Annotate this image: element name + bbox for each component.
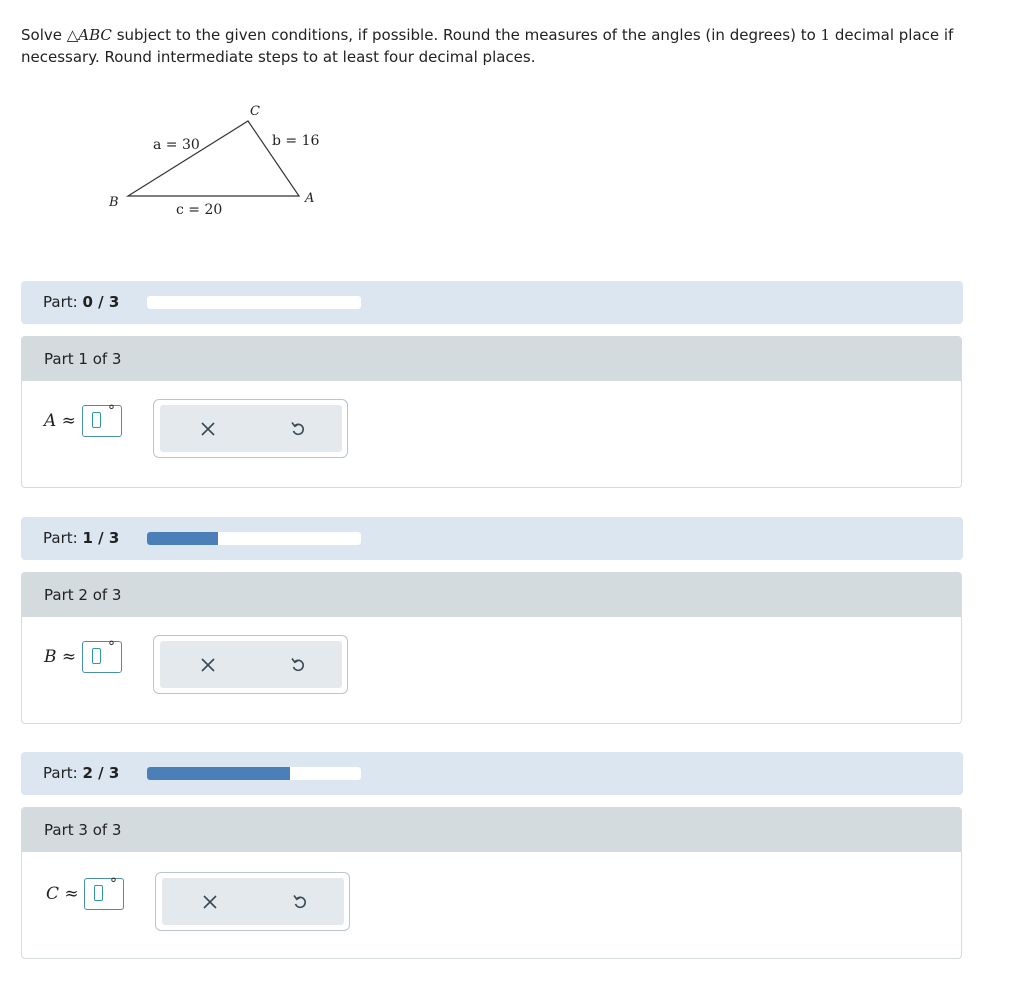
side-a-label: a = 30 — [153, 137, 200, 153]
answer-tools — [153, 635, 348, 694]
vertex-a-label: A — [305, 191, 315, 206]
input-slot[interactable] — [94, 885, 103, 901]
triangle-figure — [100, 98, 330, 228]
part-1-card — [21, 336, 962, 488]
undo-icon — [291, 893, 309, 911]
angle-a-label — [44, 411, 76, 431]
progress-prefix: Part: — [43, 529, 78, 547]
angle-b-input[interactable] — [82, 641, 122, 673]
variable-name: C — [46, 884, 60, 904]
progress-value: 1 / 3 — [82, 529, 120, 547]
close-icon — [199, 656, 217, 674]
approx-symbol: ≈ — [56, 647, 77, 667]
angle-c-label — [46, 884, 79, 904]
undo-icon — [289, 656, 307, 674]
problem-statement — [21, 24, 981, 68]
progress-label — [43, 529, 119, 547]
clear-button[interactable] — [196, 653, 220, 677]
variable-name: B — [44, 647, 57, 667]
progress-track — [147, 532, 361, 545]
progress-value: 2 / 3 — [82, 764, 120, 782]
angle-b-label — [44, 647, 76, 667]
progress-fill — [147, 767, 290, 780]
prompt-decimal-count: 1 — [820, 26, 831, 44]
prompt-text-start: Solve — [21, 26, 67, 44]
triangle-diagram — [100, 98, 330, 228]
approx-symbol: ≈ — [56, 411, 76, 431]
angle-c-input[interactable] — [84, 878, 124, 910]
degree-symbol: ° — [108, 639, 115, 655]
tools-panel — [162, 878, 344, 925]
clear-button[interactable] — [198, 890, 222, 914]
part-2-card — [21, 572, 962, 724]
progress-bar-part-2 — [21, 517, 963, 560]
reset-button[interactable] — [286, 653, 310, 677]
part-3-header: Part 3 of 3 — [22, 808, 961, 852]
degree-symbol: ° — [110, 876, 117, 892]
side-b-label: b = 16 — [272, 133, 320, 149]
progress-prefix: Part: — [43, 764, 78, 782]
prompt-text-middle: subject to the given conditions, if possible. Round the measures of the angles (in degrees) to — [111, 26, 821, 44]
input-slot[interactable] — [92, 412, 101, 428]
progress-fill — [147, 532, 218, 545]
variable-name: A — [44, 411, 57, 431]
answer-tools — [153, 399, 348, 458]
progress-track — [147, 767, 361, 780]
approx-symbol: ≈ — [59, 884, 79, 904]
triangle-symbol: △ — [66, 26, 79, 44]
triangle-name: ABC — [78, 26, 112, 44]
progress-track — [147, 296, 361, 309]
vertex-b-label: B — [109, 195, 119, 210]
progress-value: 0 / 3 — [82, 293, 120, 311]
progress-bar-part-3 — [21, 752, 963, 795]
answer-tools — [155, 872, 350, 931]
tools-panel — [160, 405, 342, 452]
progress-prefix: Part: — [43, 293, 78, 311]
reset-button[interactable] — [286, 417, 310, 441]
tools-panel — [160, 641, 342, 688]
close-icon — [199, 420, 217, 438]
clear-button[interactable] — [196, 417, 220, 441]
close-icon — [201, 893, 219, 911]
vertex-c-label: C — [250, 104, 260, 119]
angle-a-input[interactable] — [82, 405, 122, 437]
progress-label — [43, 293, 119, 311]
progress-label — [43, 764, 119, 782]
part-3-card — [21, 807, 962, 959]
prompt-text-end: decimal place if necessary. Round intermediate steps to at least four decimal places. — [21, 26, 954, 66]
side-c-label: c = 20 — [176, 202, 223, 218]
undo-icon — [289, 420, 307, 438]
part-1-header: Part 1 of 3 — [22, 337, 961, 381]
reset-button[interactable] — [288, 890, 312, 914]
input-slot[interactable] — [92, 648, 101, 664]
progress-bar-part-1 — [21, 281, 963, 324]
part-2-header: Part 2 of 3 — [22, 573, 961, 617]
degree-symbol: ° — [108, 403, 115, 419]
